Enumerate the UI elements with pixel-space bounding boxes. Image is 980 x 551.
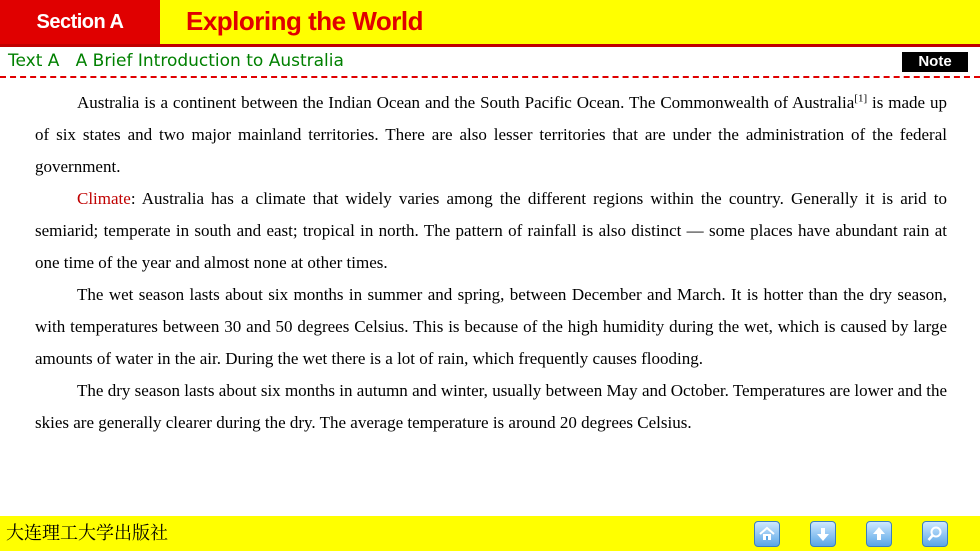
page-up-button[interactable] bbox=[866, 521, 892, 547]
keyword-climate[interactable]: Climate bbox=[77, 189, 131, 208]
arrow-up-icon bbox=[870, 525, 888, 543]
note-button[interactable]: Note bbox=[902, 52, 968, 72]
search-icon bbox=[926, 525, 944, 543]
article-body bbox=[35, 87, 947, 439]
publisher-name: 大连理工大学出版社 bbox=[6, 523, 168, 544]
section-title: Exploring the World bbox=[186, 6, 424, 36]
home-button[interactable] bbox=[754, 521, 780, 547]
paragraph-1-text-b: is made up of six states and two major mainland territories. There are also lesser territories that are under the administration of the federal government. bbox=[35, 93, 947, 176]
paragraph-1 bbox=[35, 87, 947, 183]
paragraph-4: The dry season lasts about six months in autumn and winter, usually between May and October. Temperatures are lower and the skies are generally clearer during the dry. The average temperature is around 20 degrees Celsius. bbox=[35, 381, 947, 432]
footer-bar bbox=[0, 516, 980, 551]
home-icon bbox=[758, 525, 776, 543]
paragraph-2-text: : Australia has a climate that widely varies among the different regions within the country. Generally it is arid to semiarid; temperate in south and east; tropical in north. The pattern of rainfall is also distinct — some places have abundant rain at one time of the year and almost none at other times. bbox=[35, 189, 947, 272]
page-down-button[interactable] bbox=[810, 521, 836, 547]
paragraph-1-text-a: Australia is a continent between the Indian Ocean and the South Pacific Ocean. The Commonwealth of Australia bbox=[77, 93, 855, 112]
text-title: Text A A Brief Introduction to Australia bbox=[8, 51, 344, 71]
paragraph-2 bbox=[35, 183, 947, 279]
footnote-ref-1[interactable]: [1] bbox=[854, 92, 868, 105]
arrow-down-icon bbox=[814, 525, 832, 543]
section-label: Section A bbox=[0, 0, 160, 44]
subheader-bar bbox=[0, 47, 980, 78]
search-button[interactable] bbox=[922, 521, 948, 547]
paragraph-3: The wet season lasts about six months in summer and spring, between December and March. It is hotter than the dry season, with temperatures between 30 and 50 degrees Celsius. This is because of the high humidity during the wet, which is caused by large amounts of water in the air. During the wet there is a lot of rain, which frequently causes flooding. bbox=[35, 285, 947, 368]
header-bar bbox=[0, 0, 980, 44]
